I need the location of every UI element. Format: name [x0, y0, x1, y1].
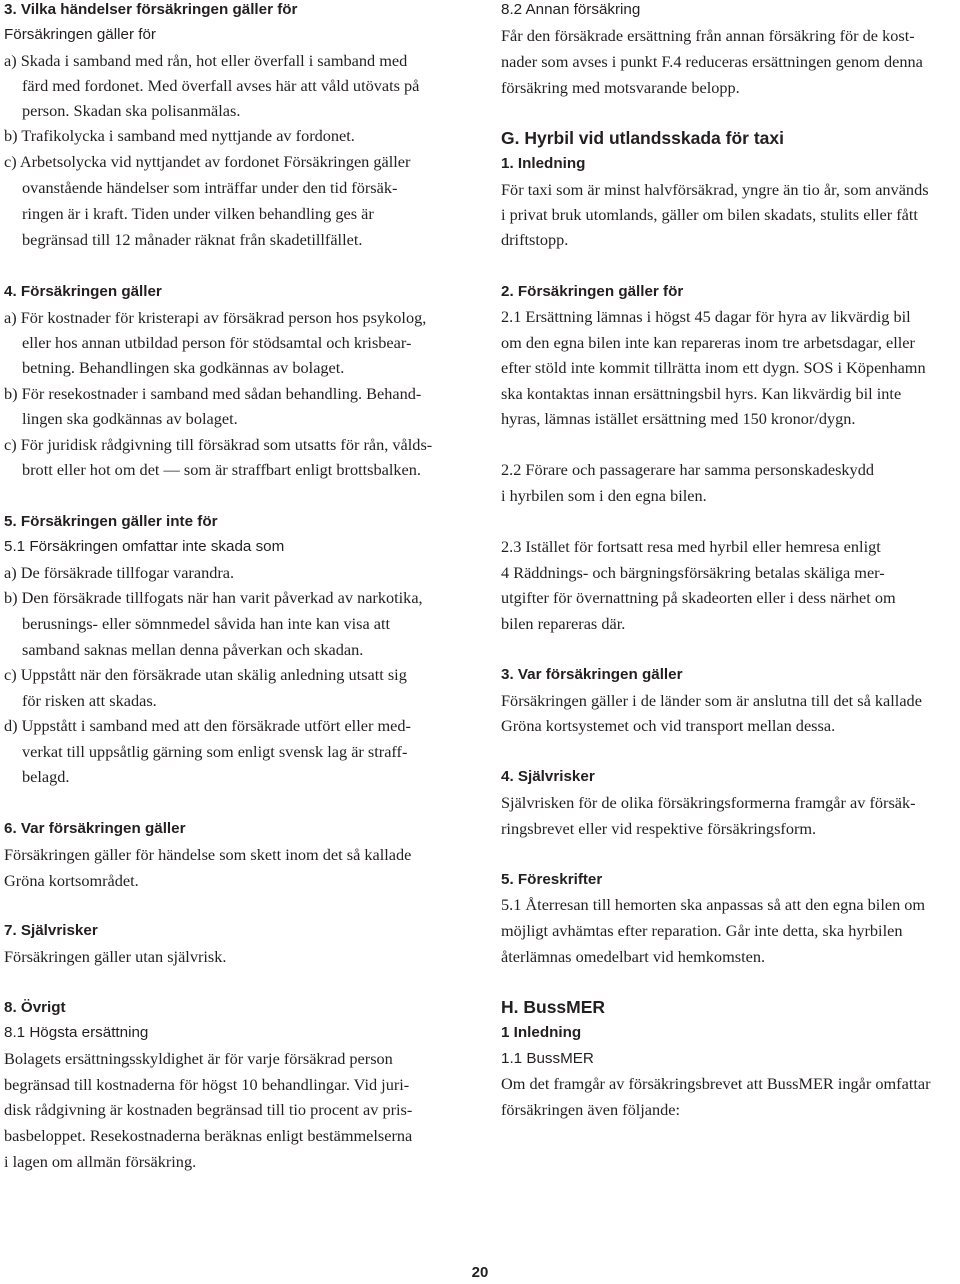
section-heading-g: G. Hyrbil vid utlandsskada för taxi — [501, 128, 784, 148]
heading-section-3: 3. Vilka händelser försäkringen gäller för — [4, 1, 298, 18]
paragraph-line: belagd. — [22, 767, 70, 786]
paragraph-line: För taxi som är minst halvförsäkrad, yngre än tio år, som används — [501, 180, 929, 199]
paragraph-line: Gröna kortsystemet och vid transport mellan dessa. — [501, 716, 836, 735]
heading-section-4: 4. Självrisker — [501, 768, 595, 785]
paragraph-line: Försäkringen gäller i de länder som är anslutna till det så kallade — [501, 691, 922, 710]
paragraph-line: 2.1 Ersättning lämnas i högst 45 dagar för hyra av likvärdig bil — [501, 307, 911, 326]
paragraph-line: b) Den försäkrade tillfogats när han varit påverkad av narkotika, — [4, 588, 423, 607]
heading-section-3: 3. Var försäkringen gäller — [501, 666, 683, 683]
paragraph-line: Gröna kortsområdet. — [4, 871, 139, 890]
paragraph-line: eller hos annan utbildad person för stödsamtal och krisbear- — [22, 333, 412, 352]
paragraph-line: i privat bruk utomlands, gäller om bilen skadats, stulits eller fått — [501, 205, 918, 224]
section-heading-h: H. BussMER — [501, 997, 606, 1017]
paragraph-line: 4 Räddnings- och bärgningsförsäkring betalas skäliga mer- — [501, 563, 885, 582]
heading-section-7: 7. Självrisker — [4, 922, 98, 939]
paragraph-line: bilen repareras där. — [501, 614, 626, 633]
subheading: 8.1 Högsta ersättning — [4, 1024, 149, 1041]
paragraph-line: Försäkringen gäller för händelse som skett inom det så kallade — [4, 845, 412, 864]
heading-section-4: 4. Försäkringen gäller — [4, 283, 162, 300]
paragraph-line: 2.3 Istället för fortsatt resa med hyrbil eller hemresa enligt — [501, 537, 881, 556]
paragraph-line: basbeloppet. Resekostnaderna beräknas enligt bestämmelserna — [4, 1126, 413, 1145]
paragraph-line: ringsbrevet eller vid respektive försäkringsform. — [501, 819, 817, 838]
paragraph-line: berusnings- eller sömnmedel såvida han inte kan visa att — [22, 614, 391, 633]
paragraph-line: a) För kostnader för kristerapi av försäkrad person hos psykolog, — [4, 308, 427, 327]
paragraph-line: för risken att skadas. — [22, 691, 157, 710]
paragraph-line: Självrisken för de olika försäkringsformerna framgår av försäk- — [501, 793, 916, 812]
subheading: 5.1 Försäkringen omfattar inte skada som — [4, 538, 285, 555]
paragraph-line: 2.2 Förare och passagerare har samma personskadeskydd — [501, 460, 874, 479]
subheading: 8.2 Annan försäkring — [501, 1, 641, 18]
paragraph-line: ringen är i kraft. Tiden under vilken behandling ges är — [22, 204, 374, 223]
paragraph-line: utgifter för övernattning på skadeorten eller i dess närhet om — [501, 588, 896, 607]
paragraph-line: a) De försäkrade tillfogar varandra. — [4, 563, 235, 582]
heading-section-2: 2. Försäkringen gäller för — [501, 283, 684, 300]
paragraph-line: i hyrbilen som i den egna bilen. — [501, 486, 707, 505]
subheading: Försäkringen gäller för — [4, 26, 156, 43]
page-number: 20 — [471, 1264, 489, 1281]
paragraph-line: person. Skadan ska polisanmälas. — [22, 101, 241, 120]
paragraph-line: försäkringen även följande: — [501, 1100, 681, 1119]
heading-section-5: 5. Försäkringen gäller inte för — [4, 513, 218, 530]
paragraph-line: Bolagets ersättningsskyldighet är för varje försäkrad person — [4, 1049, 393, 1068]
paragraph-line: 5.1 Återresan till hemorten ska anpassas så att den egna bilen om — [501, 895, 926, 914]
paragraph-line: färd med fordonet. Med överfall avses här att våld utövats på — [22, 76, 420, 95]
paragraph-line: möjligt avhämtas efter reparation. Går inte detta, ska hyrbilen — [501, 921, 903, 940]
heading-inledning: 1 Inledning — [501, 1024, 582, 1041]
paragraph-line: c) Uppstått när den försäkrade utan skälig anledning utsatt sig — [4, 665, 407, 684]
paragraph-line: Får den försäkrade ersättning från annan försäkring för de kost- — [501, 26, 915, 45]
paragraph-line: ovanstående händelser som inträffar under den tid försäk- — [22, 178, 398, 197]
paragraph-line: b) För resekostnader i samband med sådan behandling. Behand- — [4, 384, 422, 403]
paragraph-line: a) Skada i samband med rån, hot eller överfall i samband med — [4, 51, 408, 70]
heading-section-5: 5. Föreskrifter — [501, 871, 603, 888]
paragraph-line: i lagen om allmän försäkring. — [4, 1152, 197, 1171]
paragraph-line: brott eller hot om det — som är straffbart enligt brottsbalken. — [22, 460, 421, 479]
paragraph-line: Om det framgår av försäkringsbrevet att BussMER ingår omfattar — [501, 1074, 931, 1093]
paragraph-line: begränsad till kostnaderna för högst 10 behandlingar. Vid juri- — [4, 1075, 410, 1094]
heading-section-8: 8. Övrigt — [4, 999, 66, 1016]
paragraph-line: försäkring med motsvarande belopp. — [501, 78, 740, 97]
paragraph-line: nader som avses i punkt F.4 reduceras ersättningen genom denna — [501, 52, 923, 71]
paragraph-line: c) Arbetsolycka vid nyttjandet av fordonet Försäkringen gäller — [4, 152, 411, 171]
paragraph-line: b) Trafikolycka i samband med nyttjande av fordonet. — [4, 126, 355, 145]
paragraph-line: hyras, lämnas istället ersättning med 150 kronor/dygn. — [501, 409, 856, 428]
paragraph-line: efter stöld inte kommit tillrätta inom ett dygn. SOS i Köpenhamn — [501, 358, 926, 377]
paragraph-line: samband saknas mellan denna påverkan och skadan. — [22, 640, 364, 659]
paragraph-line: driftstopp. — [501, 230, 569, 249]
paragraph-line: c) För juridisk rådgivning till försäkrad som utsatts för rån, vålds- — [4, 435, 433, 454]
paragraph-line: betning. Behandlingen ska godkännas av bolaget. — [22, 358, 345, 377]
heading-inledning: 1. Inledning — [501, 155, 586, 172]
paragraph-line: d) Uppstått i samband med att den försäkrade utfört eller med- — [4, 716, 411, 735]
subheading: 1.1 BussMER — [501, 1050, 594, 1067]
paragraph-line: ska kontaktas innan ersättningsbil hyrs. Kan likvärdig bil inte — [501, 384, 902, 403]
paragraph-line: Försäkringen gäller utan självrisk. — [4, 947, 227, 966]
paragraph-line: disk rådgivning är kostnaden begränsad till tio procent av pris- — [4, 1100, 413, 1119]
paragraph-line: verkat till uppsåtlig gärning som enligt svensk lag är straff- — [22, 742, 408, 761]
heading-section-6: 6. Var försäkringen gäller — [4, 820, 186, 837]
paragraph-line: om den egna bilen inte kan repareras inom tre arbetsdagar, eller — [501, 333, 915, 352]
paragraph-line: återlämnas omedelbart vid hemkomsten. — [501, 947, 766, 966]
paragraph-line: lingen ska godkännas av bolaget. — [22, 409, 238, 428]
paragraph-line: begränsad till 12 månader räknat från skadetillfället. — [22, 230, 363, 249]
